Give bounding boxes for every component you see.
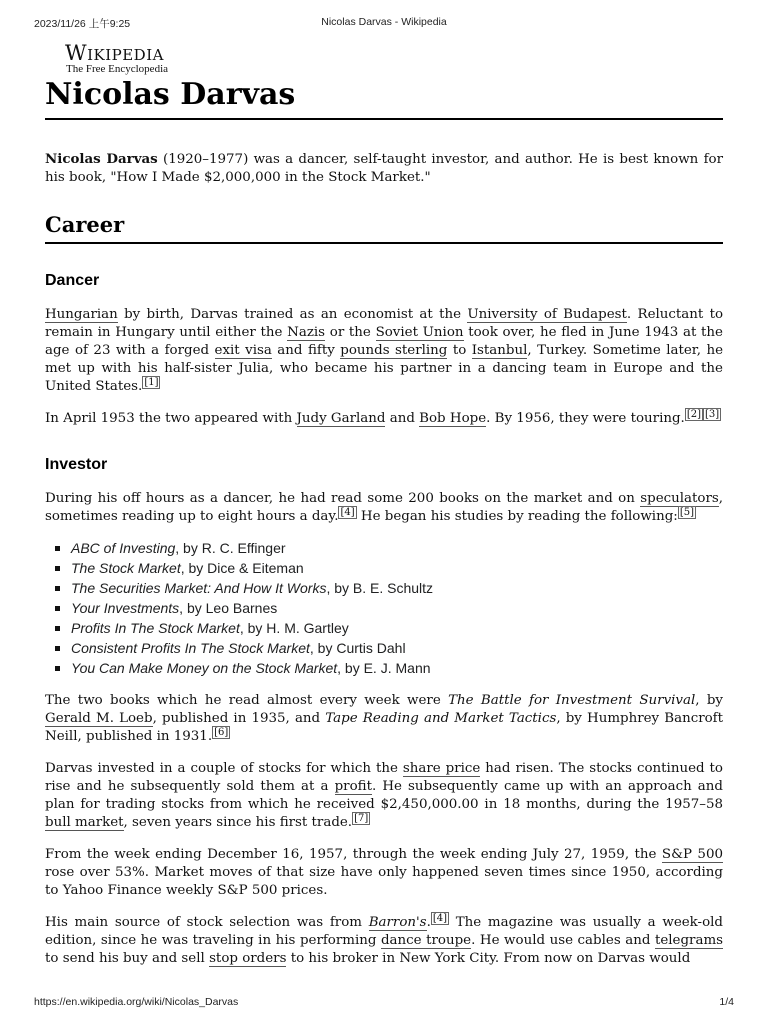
link-bob-hope[interactable]: Bob Hope xyxy=(419,411,487,426)
print-page-number: 1/4 xyxy=(719,996,734,1008)
link-dance-troupe[interactable]: dance troupe xyxy=(380,933,472,948)
page-title: Nicolas Darvas xyxy=(45,76,723,120)
list-item: Your Investments, by Leo Barnes xyxy=(71,598,723,618)
link-gerald-m-loeb[interactable]: Gerald M. Loeb xyxy=(45,711,153,726)
dancer-paragraph-2: In April 1953 the two appeared with Judy Garland and Bob Hope. By 1956, they were touring. [2] [3] xyxy=(45,409,720,426)
investor-paragraph-3: Darvas invested in a couple of stocks for which the share price had risen. The stocks continued to rise and he subsequently sold them at a profit. He subsequently came up with an approach and plan for trading stocks from which he received $2,450,000.00 in 18 months, during the 1957–58 bull market, seven years since his first trade. [7] xyxy=(45,761,723,830)
investor-paragraph-1: During his off hours as a dancer, he had read some 200 books on the market and on speculators, sometimes reading up to eight hours a day. [4] He began his studies by reading the following: [5] xyxy=(45,491,723,524)
logo-wordmark: Wikipedia xyxy=(65,41,164,65)
citation-ref[interactable]: [4] xyxy=(432,913,447,924)
citation-ref[interactable]: [6] xyxy=(214,727,229,738)
print-date: 2023/11/26 上午9:25 xyxy=(34,18,131,30)
print-page-title: Nicolas Darvas - Wikipedia xyxy=(321,16,447,28)
link-telegrams[interactable]: telegrams xyxy=(654,933,724,948)
subsection-heading-dancer: Dancer xyxy=(45,272,100,289)
citation-ref[interactable]: [3] xyxy=(705,409,720,420)
link-stop-orders[interactable]: stop orders xyxy=(209,951,287,966)
link-bull-market[interactable]: bull market xyxy=(45,815,124,830)
link-hungarian[interactable]: Hungarian xyxy=(45,307,118,322)
link-profit[interactable]: profit xyxy=(334,779,372,794)
link-nazis[interactable]: Nazis xyxy=(287,325,326,340)
link-speculators[interactable]: speculators xyxy=(640,491,719,506)
link-istanbul[interactable]: Istanbul xyxy=(471,343,528,358)
list-item: You Can Make Money on the Stock Market, by E. J. Mann xyxy=(71,658,723,678)
book-title: The Battle for Investment Survival xyxy=(448,693,696,708)
citation-ref[interactable]: [1] xyxy=(144,377,159,388)
book-list xyxy=(45,538,723,678)
dancer-paragraph-1: Hungarian by birth, Darvas trained as an economist at the University of Budapest. Reluctant to remain in Hungary until either the Nazis or the Soviet Union took over, he fled in June 1943 at the age of 23 with a forged exit visa and fifty pounds sterling to Istanbul, Turkey. Sometime later, he met up with his half-sister Julia, who became his partner in a dancing team in Europe and the United States. [1] xyxy=(45,307,724,394)
list-item: Consistent Profits In The Stock Market, by Curtis Dahl xyxy=(71,638,723,658)
print-footer xyxy=(34,996,734,1012)
link-share-price[interactable]: share price xyxy=(402,761,481,776)
link-pounds-sterling[interactable]: pounds sterling xyxy=(340,343,448,358)
citation-ref[interactable]: [7] xyxy=(354,813,369,824)
print-header xyxy=(34,16,734,32)
link-sp-500[interactable]: S&P 500 xyxy=(661,847,723,862)
lead-name: Nicolas Darvas xyxy=(45,151,158,167)
list-item: ABC of Investing, by R. C. Effinger xyxy=(71,538,723,558)
citation-ref[interactable]: [5] xyxy=(679,507,694,518)
citation-ref[interactable]: [2] xyxy=(686,409,701,420)
list-item: The Securities Market: And How It Works, by B. E. Schultz xyxy=(71,578,723,598)
link-soviet-union[interactable]: Soviet Union xyxy=(375,325,464,340)
investor-paragraph-4: From the week ending December 16, 1957, through the week ending July 27, 1959, the S&P 500 rose over 53%. Market moves of that size have only happened seven times since 1950, according to Yahoo Finance weekly S&P 500 prices. xyxy=(45,847,723,898)
print-url[interactable]: https://en.wikipedia.org/wiki/Nicolas_Darvas xyxy=(34,996,239,1008)
citation-ref[interactable]: [4] xyxy=(340,507,355,518)
link-university-of-budapest[interactable]: University of Budapest xyxy=(467,307,627,322)
book-title: Tape Reading and Market Tactics xyxy=(325,711,557,726)
lead-paragraph: Nicolas Darvas (1920–1977) was a dancer, self-taught investor, and author. He is best known for his book, "How I Made $2,000,000 in the Stock Market." xyxy=(45,151,723,185)
article-content xyxy=(45,40,723,968)
link-judy-garland[interactable]: Judy Garland xyxy=(296,411,386,426)
link-barrons[interactable]: Barron's xyxy=(368,915,427,930)
logo-tagline: The Free Encyclopedia xyxy=(66,63,169,75)
subsection-heading-investor: Investor xyxy=(45,456,108,473)
link-exit-visa[interactable]: exit visa xyxy=(214,343,272,358)
wikipedia-logo[interactable] xyxy=(45,40,723,76)
section-heading-career: Career xyxy=(45,211,723,244)
investor-paragraph-2: The two books which he read almost every week were The Battle for Investment Survival, by Gerald M. Loeb, published in 1935, and Tape Reading and Market Tactics, by Humphrey Bancroft Neill, published in 1931. [6] xyxy=(45,693,723,744)
list-item: Profits In The Stock Market, by H. M. Gartley xyxy=(71,618,723,638)
list-item: The Stock Market, by Dice & Eiteman xyxy=(71,558,723,578)
investor-paragraph-5: His main source of stock selection was from Barron's. [4] The magazine was usually a week-old edition, since he was traveling in his performing dance troupe. He would use cables and telegrams to send his buy and sell stop orders to his broker in New York City. From now on Darvas would xyxy=(45,913,724,966)
